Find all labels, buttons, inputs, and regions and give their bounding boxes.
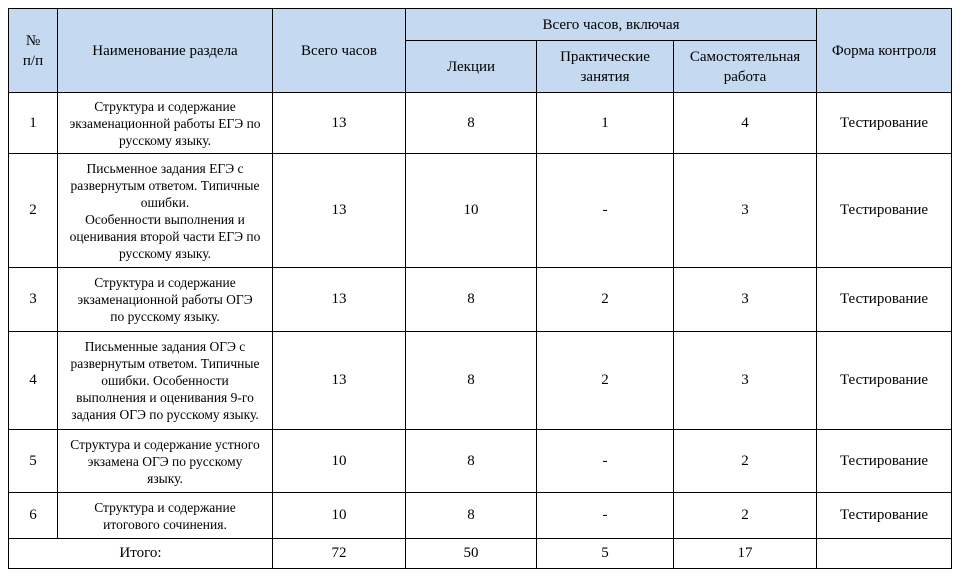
header-self-study: Самостоятельная работа <box>674 41 817 93</box>
header-form: Форма контроля <box>817 9 952 93</box>
curriculum-table <box>8 8 952 569</box>
totals-self-study-hours: 17 <box>674 539 817 569</box>
section-name: Структура и содержание итогового сочинения. <box>58 493 273 539</box>
lecture-hours: 8 <box>406 493 537 539</box>
practice-hours: - <box>537 430 674 493</box>
total-hours: 13 <box>273 268 406 332</box>
header-name: Наименование раздела <box>58 9 273 93</box>
row-number: 2 <box>9 154 58 268</box>
self-study-hours: 2 <box>674 493 817 539</box>
totals-control-form <box>817 539 952 569</box>
header-total: Всего часов <box>273 9 406 93</box>
practice-hours: - <box>537 493 674 539</box>
header-num: № п/п <box>9 9 58 93</box>
header-lectures: Лекции <box>406 41 537 93</box>
lecture-hours: 8 <box>406 268 537 332</box>
self-study-hours: 3 <box>674 268 817 332</box>
control-form: Тестирование <box>817 332 952 430</box>
totals-row <box>9 539 952 569</box>
totals-lecture-hours: 50 <box>406 539 537 569</box>
lecture-hours: 8 <box>406 332 537 430</box>
row-number: 6 <box>9 493 58 539</box>
practice-hours: - <box>537 154 674 268</box>
table-row <box>9 268 952 332</box>
table-row <box>9 493 952 539</box>
totals-practice-hours: 5 <box>537 539 674 569</box>
total-hours: 13 <box>273 154 406 268</box>
self-study-hours: 3 <box>674 154 817 268</box>
row-number: 5 <box>9 430 58 493</box>
control-form: Тестирование <box>817 93 952 154</box>
header-row-1 <box>9 9 952 41</box>
section-name: Структура и содержание экзаменационной работы ЕГЭ по русскому языку. <box>58 93 273 154</box>
practice-hours: 2 <box>537 332 674 430</box>
section-name: Структура и содержание устного экзамена ОГЭ по русскому языку. <box>58 430 273 493</box>
table-row <box>9 154 952 268</box>
row-number: 3 <box>9 268 58 332</box>
practice-hours: 2 <box>537 268 674 332</box>
table-row <box>9 332 952 430</box>
row-number: 1 <box>9 93 58 154</box>
lecture-hours: 8 <box>406 430 537 493</box>
header-including: Всего часов, включая <box>406 9 817 41</box>
lecture-hours: 8 <box>406 93 537 154</box>
total-hours: 10 <box>273 430 406 493</box>
self-study-hours: 4 <box>674 93 817 154</box>
lecture-hours: 10 <box>406 154 537 268</box>
total-hours: 13 <box>273 332 406 430</box>
totals-total-hours: 72 <box>273 539 406 569</box>
self-study-hours: 2 <box>674 430 817 493</box>
self-study-hours: 3 <box>674 332 817 430</box>
section-name: Письменные задания ОГЭ с развернутым ответом. Типичные ошибки. Особенности выполнения и оценивания 9-го задания ОГЭ по русскому языку. <box>58 332 273 430</box>
row-number: 4 <box>9 332 58 430</box>
header-practice: Практические занятия <box>537 41 674 93</box>
control-form: Тестирование <box>817 154 952 268</box>
table-row <box>9 93 952 154</box>
total-hours: 10 <box>273 493 406 539</box>
section-name: Структура и содержание экзаменационной работы ОГЭ по русскому языку. <box>58 268 273 332</box>
total-hours: 13 <box>273 93 406 154</box>
control-form: Тестирование <box>817 493 952 539</box>
practice-hours: 1 <box>537 93 674 154</box>
control-form: Тестирование <box>817 268 952 332</box>
totals-label: Итого: <box>9 539 273 569</box>
section-name: Письменное задания ЕГЭ с развернутым ответом. Типичные ошибки. Особенности выполнения и оценивания второй части ЕГЭ по русскому языку. <box>58 154 273 268</box>
control-form: Тестирование <box>817 430 952 493</box>
table-row <box>9 430 952 493</box>
